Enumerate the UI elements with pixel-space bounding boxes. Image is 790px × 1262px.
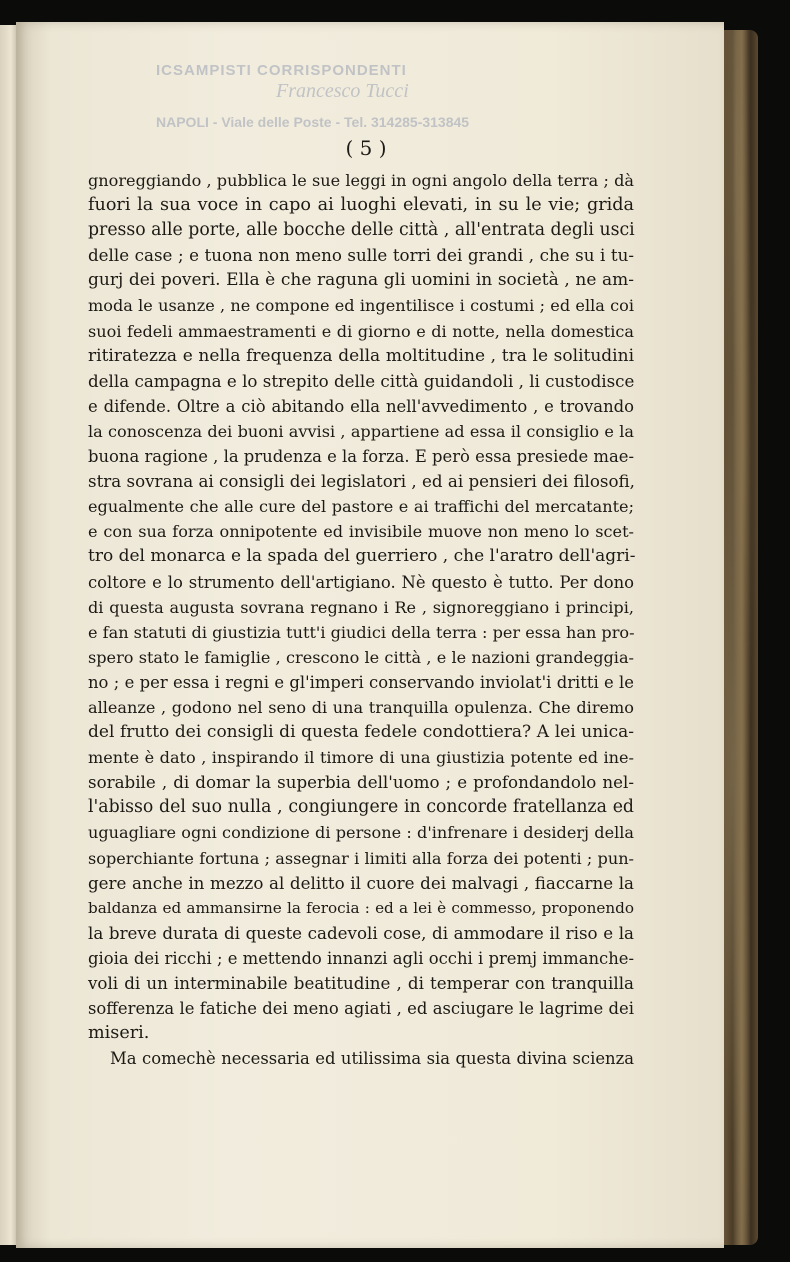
text-line: e con sua forza onnipotente ed invisibile muove non meno lo scet- (88, 522, 634, 542)
text-line: la breve durata di queste cadevoli cose, di ammodare il riso e la (88, 922, 634, 943)
text-line-paragraph-end: miseri. (88, 1023, 150, 1044)
body-text (88, 168, 634, 1071)
book-page (16, 22, 724, 1248)
text-line: di questa augusta sovrana regnano i Re , signoreggiano i principi, (88, 597, 634, 617)
text-line: buona ragione , la prudenza e la forza. E però essa presiede mae- (88, 447, 634, 467)
text-line: gurj dei poveri. Ella è che raguna gli uomini in società , ne am- (88, 270, 634, 291)
text-line: spero stato le famiglie , crescono le città , e le nazioni grandeggia- (88, 647, 634, 667)
text-line: egualmente che alle cure del pastore e ai traffichi del mercatante; (88, 497, 634, 517)
text-line: gnoreggiando , pubblica le sue leggi in ogni angolo della terra ; dà (88, 171, 634, 190)
stamp-line-3: NAPOLI - Viale delle Poste - Tel. 314285-313845 (156, 114, 470, 130)
library-stamp (156, 62, 470, 152)
text-line: stra sovrana ai consigli dei legislatori , ed ai pensieri dei filosofi, (88, 471, 635, 492)
text-line: fuori la sua voce in capo ai luoghi elevati, in su le vie; grida (88, 195, 634, 216)
text-line: coltore e lo strumento dell'artigiano. Nè questo è tutto. Per dono (88, 572, 634, 592)
text-line: moda le usanze , ne compone ed ingentilisce i costumi ; ed ella coi (88, 296, 634, 316)
text-line: uguagliare ogni condizione di persone : d'infrenare i desiderj della (88, 823, 634, 843)
text-line: della campagna e lo strepito delle città guidandoli , li custodisce (88, 370, 635, 391)
text-line: tro del monarca e la spada del guerriero , che l'aratro dell'agri- (88, 546, 636, 567)
page-number: ( 5 ) (345, 136, 387, 160)
text-line: del frutto dei consigli di questa fedele condottiera? A lei unica- (88, 722, 634, 743)
book-spine (722, 30, 758, 1245)
text-line: no ; e per essa i regni e gl'imperi conservando inviolat'i dritti e le (88, 672, 634, 692)
stamp-line-1: ICSAMPISTI CORRISPONDENTI (156, 62, 407, 79)
text-line-new-paragraph: Ma comechè necessaria ed utilissima sia questa divina scienza (110, 1049, 634, 1069)
text-line: voli di un interminabile beatitudine , di temperar con tranquilla (88, 973, 634, 993)
text-line: sofferenza le fatiche dei meno agiati , ed asciugare le lagrime dei (88, 999, 634, 1019)
stamp-line-2: Francesco Tucci (276, 80, 409, 102)
text-line: e fan statuti di giustizia tutt'i giudici della terra : per essa han pro- (88, 622, 635, 642)
text-line: la conoscenza dei buoni avvisi , appartiene ad essa il consiglio e la (88, 421, 634, 441)
text-line: gere anche in mezzo al delitto il cuore dei malvagi , fiaccarne la (88, 872, 634, 893)
text-line: mente è dato , inspirando il timore di una giustizia potente ed ine- (88, 748, 634, 768)
text-line: alleanze , godono nel seno di una tranquilla opulenza. Che diremo (88, 697, 634, 717)
text-line: ritiratezza e nella frequenza della moltitudine , tra le solitudini (88, 345, 634, 366)
text-line: baldanza ed ammansirne la ferocia : ed a lei è commesso, proponendo (88, 898, 634, 917)
text-line: soperchiante fortuna ; assegnar i limiti alla forza dei potenti ; pun- (88, 848, 634, 868)
text-line: gioia dei ricchi ; e mettendo innanzi agli occhi i premj immanche- (88, 948, 634, 968)
text-line: presso alle porte, alle bocche delle città , all'entrata degli usci (88, 220, 635, 241)
text-line: l'abisso del suo nulla , congiungere in concorde fratellanza ed (88, 797, 634, 818)
text-line: suoi fedeli ammaestramenti e di giorno e di notte, nella domestica (88, 321, 634, 341)
text-line: delle case ; e tuona non meno sulle torri dei grandi , che su i tu- (88, 245, 634, 266)
text-line: sorabile , di domar la superbia dell'uomo ; e profondandolo nel- (88, 772, 634, 793)
text-line: e difende. Oltre a ciò abitando ella nell'avvedimento , e trovando (88, 396, 634, 416)
